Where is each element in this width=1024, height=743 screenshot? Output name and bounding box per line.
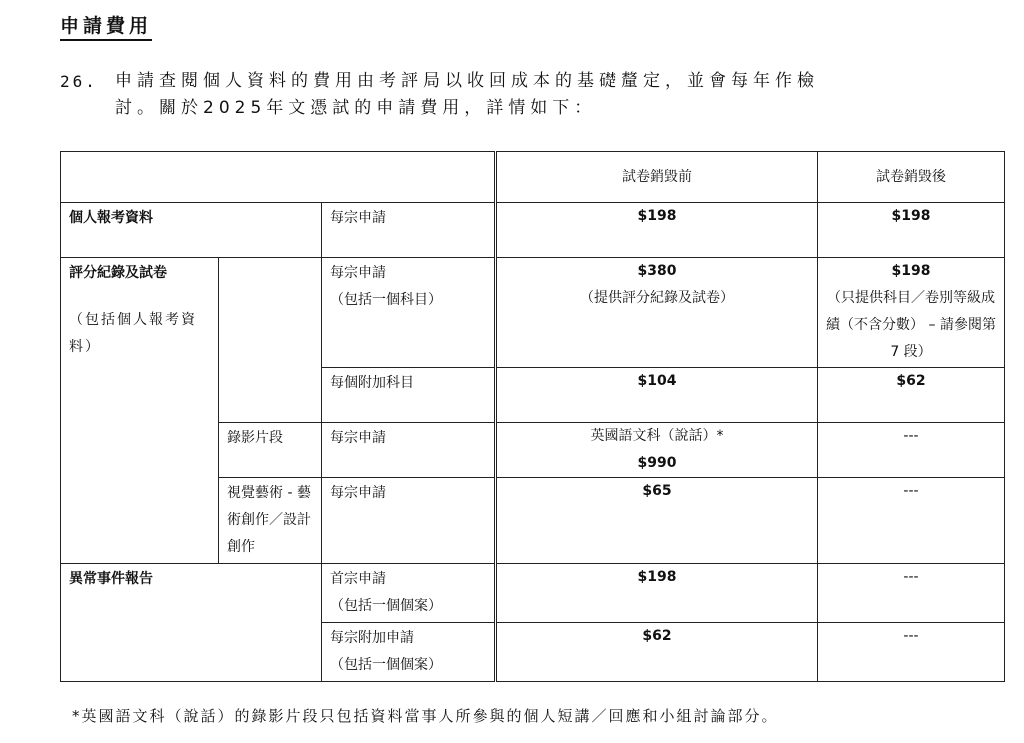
header-after-destruction: 試卷銷毀後 bbox=[818, 152, 1005, 203]
video-after: --- bbox=[818, 423, 1005, 478]
incident-row2-after: --- bbox=[818, 623, 1005, 682]
incident-row2-type: 每宗附加申請 bbox=[330, 630, 414, 646]
incident-row1-type-cell bbox=[322, 564, 496, 623]
incident-row1-before: $198 bbox=[496, 564, 818, 623]
marks-label-cell bbox=[61, 258, 219, 564]
marks-row1-after-cell bbox=[818, 258, 1005, 368]
table-header-row bbox=[61, 152, 1005, 203]
incident-row1-after: --- bbox=[818, 564, 1005, 623]
video-before: $990 bbox=[637, 455, 677, 471]
video-type: 每宗申請 bbox=[322, 423, 496, 478]
paragraph-number: 26. bbox=[60, 72, 98, 91]
marks-row1-before-cell bbox=[496, 258, 818, 368]
marks-row1-type: 每宗申請 bbox=[330, 265, 386, 281]
paragraph-line-1: 申請查閱個人資料的費用由考評局以收回成本的基礎釐定，並會每年作檢 bbox=[115, 71, 819, 91]
section-heading: 申請費用 bbox=[60, 14, 152, 41]
marks-row1-after-note: （只提供科目／卷別等級成績（不含分數） – 請參閱第 7 段） bbox=[826, 290, 996, 360]
personal-data-before: $198 bbox=[496, 203, 818, 258]
marks-row2-before: $104 bbox=[496, 368, 818, 423]
incident-label: 異常事件報告 bbox=[61, 564, 322, 682]
table-row bbox=[61, 203, 1005, 258]
incident-row2-before: $62 bbox=[496, 623, 818, 682]
table-row bbox=[61, 258, 1005, 368]
marks-row2-after: $62 bbox=[818, 368, 1005, 423]
footnote: *英國語文科（說話）的錄影片段只包括資料當事人所參與的個人短講／回應和小組討論部分。 bbox=[72, 707, 779, 725]
video-before-subject: 英國語文科（說話）* bbox=[590, 428, 724, 444]
marks-row2-type: 每個附加科目 bbox=[322, 368, 496, 423]
visual-arts-type: 每宗申請 bbox=[322, 478, 496, 564]
marks-blank-cell bbox=[219, 258, 322, 423]
marks-row1-after: $198 bbox=[891, 263, 931, 279]
personal-data-type: 每宗申請 bbox=[322, 203, 496, 258]
video-before-cell bbox=[496, 423, 818, 478]
fee-table bbox=[60, 151, 1005, 682]
visual-arts-before: $65 bbox=[496, 478, 818, 564]
incident-row2-type-cell bbox=[322, 623, 496, 682]
marks-row1-before-note: （提供評分紀錄及試卷） bbox=[580, 290, 734, 306]
personal-data-label: 個人報考資料 bbox=[61, 203, 322, 258]
visual-arts-label: 視覺藝術 - 藝術創作／設計創作 bbox=[219, 478, 322, 564]
marks-row1-type-cell bbox=[322, 258, 496, 368]
header-blank-cell bbox=[61, 152, 496, 203]
paragraph-text bbox=[115, 68, 935, 122]
marks-row1-type-note: （包括一個科目） bbox=[330, 292, 442, 308]
header-before-destruction: 試卷銷毀前 bbox=[496, 152, 818, 203]
incident-row1-type: 首宗申請 bbox=[330, 571, 386, 587]
paragraph-line-2: 討。關於2025年文憑試的申請費用，詳情如下： bbox=[115, 98, 597, 118]
table-row bbox=[61, 564, 1005, 623]
incident-row2-type-note: （包括一個個案） bbox=[330, 657, 442, 673]
marks-row1-before: $380 bbox=[637, 263, 677, 279]
personal-data-after: $198 bbox=[818, 203, 1005, 258]
marks-label: 評分紀錄及試卷 bbox=[69, 265, 167, 281]
marks-note: （包括個人報考資料） bbox=[69, 312, 197, 355]
visual-arts-after: --- bbox=[818, 478, 1005, 564]
video-label: 錄影片段 bbox=[219, 423, 322, 478]
incident-row1-type-note: （包括一個個案） bbox=[330, 598, 442, 614]
